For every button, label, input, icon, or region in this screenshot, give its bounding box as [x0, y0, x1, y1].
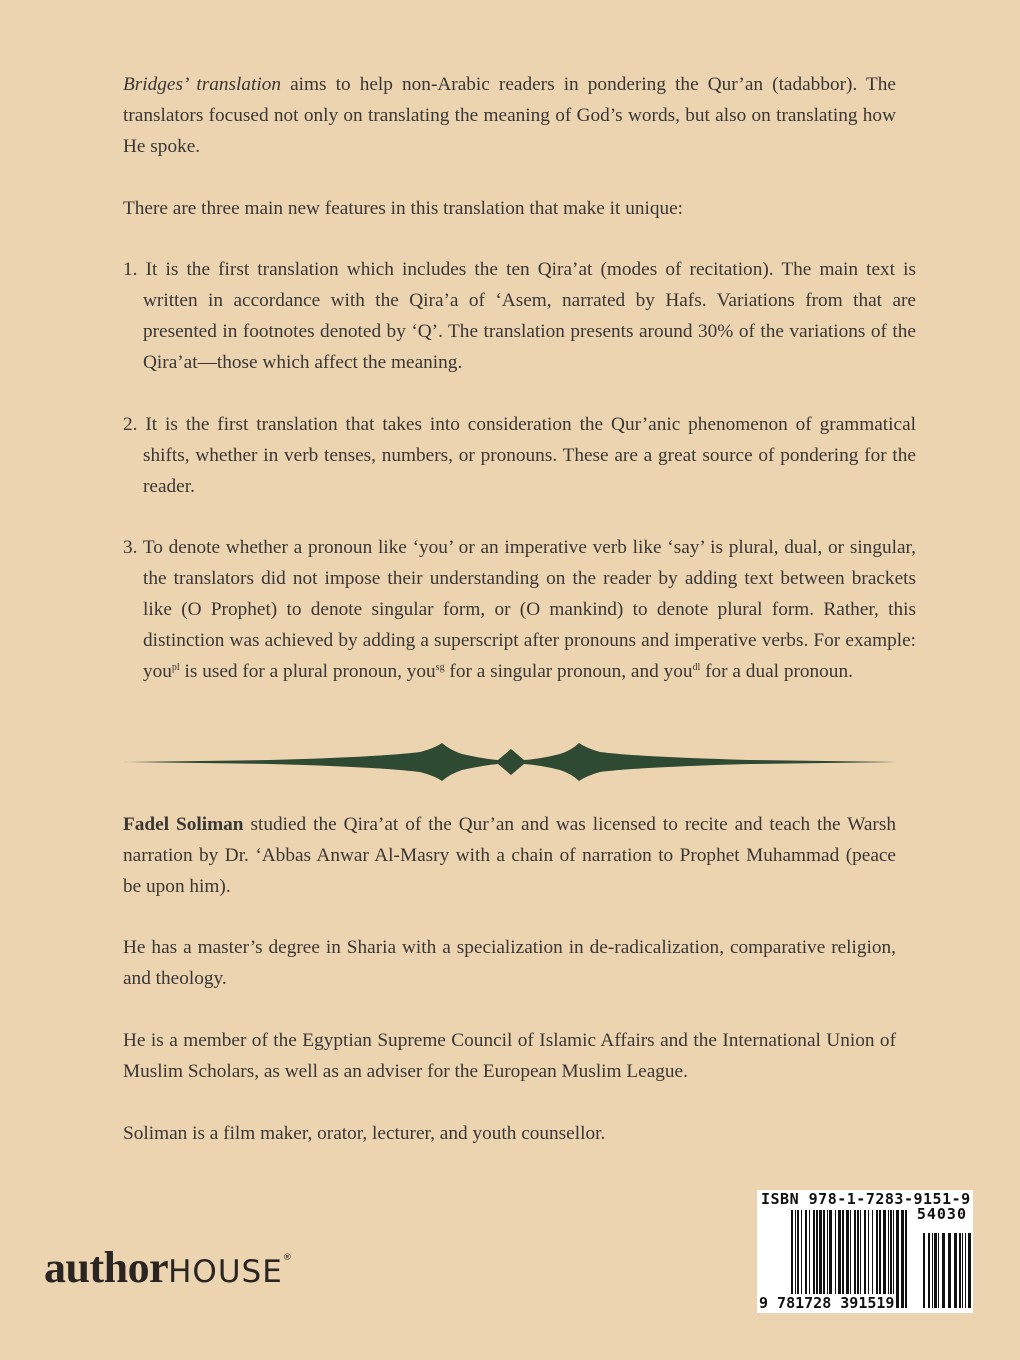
superscript-sg: sg — [435, 662, 445, 673]
bio-paragraph-1 — [123, 809, 896, 902]
feature-item-2: 2. It is the first translation that takes into consideration the Qur’anic phenomenon of grammatical shifts, whether in verb tenses, numbers, or pronouns. These are a great source of pondering for the reader. — [123, 414, 916, 497]
bio-paragraph-3: He is a member of the Egyptian Supreme Council of Islamic Affairs and the International Union of Muslim Scholars, as well as an adviser for the European Muslim League. — [123, 1030, 896, 1082]
feature-item-3 — [123, 532, 916, 687]
barcode-bar — [959, 1233, 961, 1308]
ornament-divider — [120, 740, 900, 785]
barcode-bar — [942, 1233, 945, 1308]
logo-author: author — [44, 1243, 169, 1292]
publisher-logo — [44, 1242, 292, 1293]
feature-3-text: for a singular pronoun, and you — [444, 661, 693, 682]
feature-3-text: for a dual pronoun. — [700, 661, 853, 682]
superscript-pl: pl — [171, 662, 180, 673]
barcode-bar — [901, 1210, 904, 1308]
isbn-text: ISBN 978-1-7283-9151-9 — [761, 1190, 971, 1208]
barcode-bar — [928, 1233, 930, 1308]
barcode-bar — [934, 1233, 937, 1308]
barcode-bar — [938, 1233, 939, 1308]
features-lead: There are three main new features in this translation that make it unique: — [123, 198, 684, 219]
barcode-bar — [932, 1233, 933, 1308]
bio-text: studied the Qira’at of the Qur’an and was licensed to recite and teach the Warsh narration by Dr. ‘Abbas Anwar Al-Masry with a chain of narration to Prophet Muhammad (peace be upon him). — [123, 814, 897, 897]
barcode-bar — [968, 1233, 971, 1308]
barcode-bar — [923, 1233, 925, 1308]
superscript-dl: dl — [692, 662, 701, 673]
barcode-bar — [948, 1233, 951, 1308]
barcode-digits: 9 781728 391519 — [759, 1294, 895, 1312]
intro-text: aims to help non-Arabic readers in pondering the Qur’an (tadabbor). The translators focused not only on translating the meaning of God’s words, but also on translating how He spoke. — [123, 74, 896, 157]
feature-3-text: 3. To denote whether a pronoun like ‘you’ or an imperative verb like ‘say’ is plural, dual, or singular, the translators did not impose their understanding on the reader by adding text between brackets like (O Prophet) to denote singular form, or (O mankind) to denote plural form. Rather, this distinction was achieved by adding a superscript after pronouns and imperative verbs. For example: you — [123, 537, 916, 682]
author-name: Fadel Soliman — [123, 814, 244, 835]
isbn-barcode — [757, 1190, 973, 1313]
barcode-bar — [965, 1233, 966, 1308]
bio-paragraph-2: He has a master’s degree in Sharia with a specialization in de-radicalization, comparative religion, and theology. — [123, 937, 896, 989]
intro-italic: Bridges’ translation — [123, 74, 282, 95]
barcode-bar — [954, 1233, 957, 1308]
logo-house: HOUSE — [168, 1254, 283, 1290]
intro-paragraph — [123, 69, 896, 162]
bio-paragraph-4: Soliman is a film maker, orator, lecturer, and youth counsellor. — [123, 1123, 606, 1144]
feature-3-text: is used for a plural pronoun, you — [179, 661, 436, 682]
barcode-bar — [905, 1210, 907, 1308]
logo-registered: ® — [282, 1253, 292, 1263]
feature-item-1: 1. It is the first translation which includes the ten Qira’at (modes of recitation). The main text is written in accordance with the Qira’a of ‘Asem, narrated by Hafs. Variations from that are presented in footnotes denoted by ‘Q’. The translation presents around 30% of the variations of the Qira’at—those which affect the meaning. — [123, 259, 916, 373]
barcode-bar — [962, 1233, 963, 1308]
barcode-addon: 54030 — [916, 1205, 967, 1223]
